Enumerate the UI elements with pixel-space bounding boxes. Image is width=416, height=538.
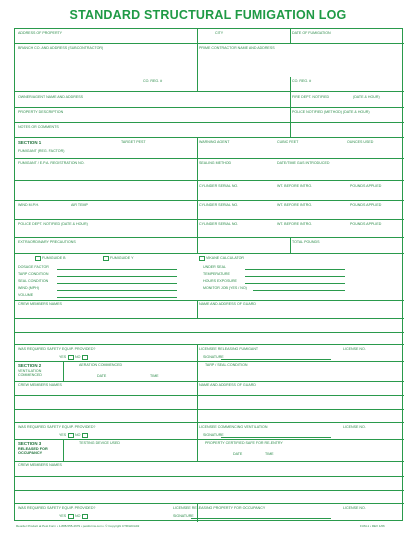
rule: [63, 361, 64, 381]
safety-no-checkbox-2[interactable]: [82, 433, 88, 438]
label-police-dept-notified: POLICE DEPT. NOTIFIED (DATE & HOUR): [18, 222, 88, 226]
label-date-of-fumigation: DATE OF FUMIGATION: [292, 31, 331, 35]
seal-condition-line[interactable]: [57, 283, 177, 284]
label-time-3: TIME: [265, 452, 274, 456]
volume-line[interactable]: [57, 297, 177, 298]
rule: [290, 29, 291, 43]
rule: [197, 137, 198, 253]
section-2-heading: SECTION 2: [18, 363, 42, 368]
label-safety-question-2: WAS REQUIRED SAFETY EQUIP. PROVIDED?: [18, 425, 96, 429]
label-guard-1: NAME AND ADDRESS OF GUARD: [199, 302, 256, 306]
signature-line-3[interactable]: [191, 518, 331, 519]
label-signature-2: SIGNATURE: [203, 433, 224, 437]
temperature-line[interactable]: [245, 276, 345, 277]
label-sealing-method: SEALING METHOD: [199, 161, 232, 165]
label-cubic-feet: CUBIC FEET: [277, 140, 299, 144]
label-yes-2: YES: [59, 433, 67, 437]
label-date-3: DATE: [233, 452, 243, 456]
safety-yes-checkbox-1[interactable]: [68, 355, 74, 360]
tarp-condition-line[interactable]: [57, 276, 177, 277]
wind-mph-line[interactable]: [57, 290, 177, 291]
label-safety-question-3: WAS REQUIRED SAFETY EQUIP. PROVIDED?: [18, 506, 96, 510]
fumigation-log-form: [14, 28, 403, 521]
label-pounds-applied-1: POUNDS APPLIED: [350, 184, 382, 188]
label-ventilation-commenced: VENTILATION COMMENCED: [18, 369, 42, 377]
label-crew-names-1: CREW MEMBERS NAMES: [18, 302, 62, 306]
label-license-no-1: LICENSE NO.: [343, 347, 366, 351]
rule: [15, 107, 404, 108]
label-wt-before-1: WT. BEFORE INTRO.: [277, 184, 313, 188]
label-date-2: DATE: [97, 374, 107, 378]
rule: [15, 219, 404, 220]
label-signature-1: SIGNATURE: [203, 355, 224, 359]
label-wind-mph: WIND M.P.H.: [18, 203, 40, 207]
label-guard-2: NAME AND ADDRESS OF GUARD: [199, 383, 256, 387]
label-safety-question-1: WAS REQUIRED SAFETY EQUIP. PROVIDED?: [18, 347, 96, 351]
label-dosage-factor: DOSAGE FACTOR: [18, 265, 49, 269]
label-vikane-calculator: VIKANE CALCULATOR: [206, 256, 245, 260]
label-co-reg-2: CO. REG. #: [292, 79, 312, 83]
rule: [15, 344, 404, 345]
label-seal-condition: SEAL CONDITION: [18, 279, 49, 283]
rule: [15, 43, 404, 44]
rule: [290, 91, 291, 137]
label-tarp-seal-condition: TARP / SEAL CONDITION: [205, 363, 248, 367]
label-warning-agent: WARNING AGENT: [199, 140, 230, 144]
label-licensee-releasing-occupancy: LICENSEE RELEASING PROPERTY FOR OCCUPANCY: [173, 506, 266, 510]
label-property-certified: PROPERTY CERTIFIED SAFE FOR RE-ENTRY: [205, 441, 283, 445]
under-seal-line[interactable]: [245, 269, 345, 270]
label-crew-names-3: CREW MEMBERS NAMES: [18, 463, 62, 467]
label-licensee-commencing: LICENSEE COMMENCING VENTILATION: [199, 425, 268, 429]
label-target-pest: TARGET PEST: [121, 140, 146, 144]
label-fumiguide-b: FUMIGUIDE B: [42, 256, 66, 260]
rule: [63, 439, 64, 461]
label-property-description: PROPERTY DESCRIPTION: [18, 110, 64, 114]
label-pounds-applied-3: POUNDS APPLIED: [350, 222, 382, 226]
rule: [15, 381, 404, 382]
rule: [15, 237, 404, 238]
rule: [15, 503, 404, 504]
hours-exposure-line[interactable]: [245, 283, 345, 284]
label-co-reg-1: CO. REG. #: [143, 79, 163, 83]
label-prime-contractor: PRIME CONTRACTOR NAME AND ADDRESS: [199, 46, 275, 50]
label-owner-agent: OWNER/AGENT NAME AND ADDRESS: [18, 95, 84, 99]
label-wt-before-2: WT. BEFORE INTRO.: [277, 203, 313, 207]
rule: [197, 300, 198, 318]
page-title: STANDARD STRUCTURAL FUMIGATION LOG: [69, 8, 347, 22]
label-fumiguide-y: FUMIGUIDE Y: [110, 256, 134, 260]
rule: [15, 253, 404, 254]
safety-yes-checkbox-3[interactable]: [68, 514, 74, 519]
rule: [15, 158, 404, 159]
label-temperature: TEMPERATURE: [203, 272, 230, 276]
rule: [15, 490, 404, 491]
section-3-heading: SECTION 3: [18, 441, 42, 446]
footer-form-id: FUM-1 • REV 1/06: [360, 524, 385, 528]
label-wind-mph-2: WIND (MPH): [18, 286, 39, 290]
label-wt-before-3: WT. BEFORE INTRO.: [277, 222, 313, 226]
label-released-for-occupancy: RELEASED FOR OCCUPANCY: [18, 447, 48, 456]
label-cylinder-serial-2: CYLINDER SERIAL NO.: [199, 203, 239, 207]
dosage-factor-line[interactable]: [57, 269, 177, 270]
label-tarp-condition: TARP CONDITION: [18, 272, 49, 276]
label-fumigant-reg: FUMIGANT (REG. FACTOR): [18, 149, 65, 153]
rule: [197, 29, 198, 43]
safety-yes-checkbox-2[interactable]: [68, 433, 74, 438]
rule: [15, 122, 404, 123]
safety-no-checkbox-3[interactable]: [82, 514, 88, 519]
fumiguide-b-checkbox[interactable]: [35, 256, 41, 261]
label-no-3: NO: [75, 514, 81, 518]
label-branch-co: BRANCH CO. AND ADDRESS (SUBCONTRACTOR): [18, 46, 104, 50]
rule: [15, 361, 404, 362]
rule: [15, 461, 404, 462]
rule: [15, 422, 404, 423]
label-hours-exposure: HOURS EXPOSURE: [203, 279, 237, 283]
rule: [15, 200, 404, 201]
label-time-2: TIME: [150, 374, 159, 378]
label-monitor-job: MONITOR JOB (YES / NO): [203, 286, 247, 290]
rule: [15, 439, 404, 440]
label-cylinder-serial-1: CYLINDER SERIAL NO.: [199, 184, 239, 188]
label-signature-3: SIGNATURE: [173, 514, 194, 518]
label-licensee-releasing: LICENSEE RELEASING FUMIGANT: [199, 347, 259, 351]
label-date-hour-1: (DATE & HOUR): [353, 95, 380, 99]
fumiguide-y-checkbox[interactable]: [103, 256, 109, 261]
label-testing-device: TESTING DEVICE USED: [79, 441, 120, 445]
vikane-calculator-checkbox[interactable]: [199, 256, 205, 261]
rule: [15, 409, 404, 410]
rule: [15, 332, 404, 333]
label-yes-3: YES: [59, 514, 67, 518]
rule: [15, 91, 404, 92]
rule: [15, 476, 404, 477]
label-volume: VOLUME: [18, 293, 34, 297]
label-date-time-gas: DATE/TIME GAS INTRODUCED: [277, 161, 330, 165]
label-under-seal: UNDER SEAL: [203, 265, 226, 269]
rule: [197, 43, 198, 91]
label-notes: NOTES OR COMMENTS: [18, 125, 59, 129]
label-crew-names-2: CREW MEMBERS NAMES: [18, 383, 62, 387]
monitor-job-line[interactable]: [253, 290, 345, 291]
rule: [197, 344, 198, 361]
rule: [15, 137, 404, 138]
footer-reorder: Reorder Product at Pest Form • 1-888-555-4679 • pestforms.com • © Copyright CTR/HK/A02: [16, 524, 140, 528]
rule: [197, 422, 198, 439]
rule: [290, 77, 291, 91]
label-address-of-property: ADDRESS OF PROPERTY: [18, 31, 63, 35]
label-yes-1: YES: [59, 355, 67, 359]
rule: [15, 180, 404, 181]
rule: [290, 237, 291, 253]
section-1-heading: SECTION 1: [18, 140, 42, 145]
label-aeration-commenced: AERATION COMMENCED: [79, 363, 123, 367]
label-cylinder-serial-3: CYLINDER SERIAL NO.: [199, 222, 239, 226]
label-license-no-2: LICENSE NO.: [343, 425, 366, 429]
safety-no-checkbox-1[interactable]: [82, 355, 88, 360]
rule: [15, 318, 404, 319]
rule: [197, 361, 198, 422]
label-fumigant-epa: FUMIGANT / E.P.A. REGISTRATION NO.: [18, 161, 85, 165]
label-no-1: NO: [75, 355, 81, 359]
rule: [197, 439, 198, 461]
label-no-2: NO: [75, 433, 81, 437]
label-license-no-3: LICENSE NO.: [343, 506, 366, 510]
label-ounces-used: OUNCES USED: [347, 140, 374, 144]
rule: [15, 395, 404, 396]
label-police-notified: POLICE NOTIFIED (METHOD) (DATE & HOUR): [292, 110, 370, 114]
rule: [15, 300, 404, 301]
label-total-pounds: TOTAL POUNDS: [292, 240, 320, 244]
label-city: CITY: [215, 31, 224, 35]
label-fire-dept-notified: FIRE DEPT. NOTIFIED: [292, 95, 330, 99]
label-air-temp: AIR TEMP: [71, 203, 88, 207]
signature-line-1[interactable]: [221, 359, 331, 360]
label-pounds-applied-2: POUNDS APPLIED: [350, 203, 382, 207]
signature-line-2[interactable]: [221, 437, 331, 438]
label-extraordinary: EXTRAORDINARY PRECAUTIONS: [18, 240, 76, 244]
